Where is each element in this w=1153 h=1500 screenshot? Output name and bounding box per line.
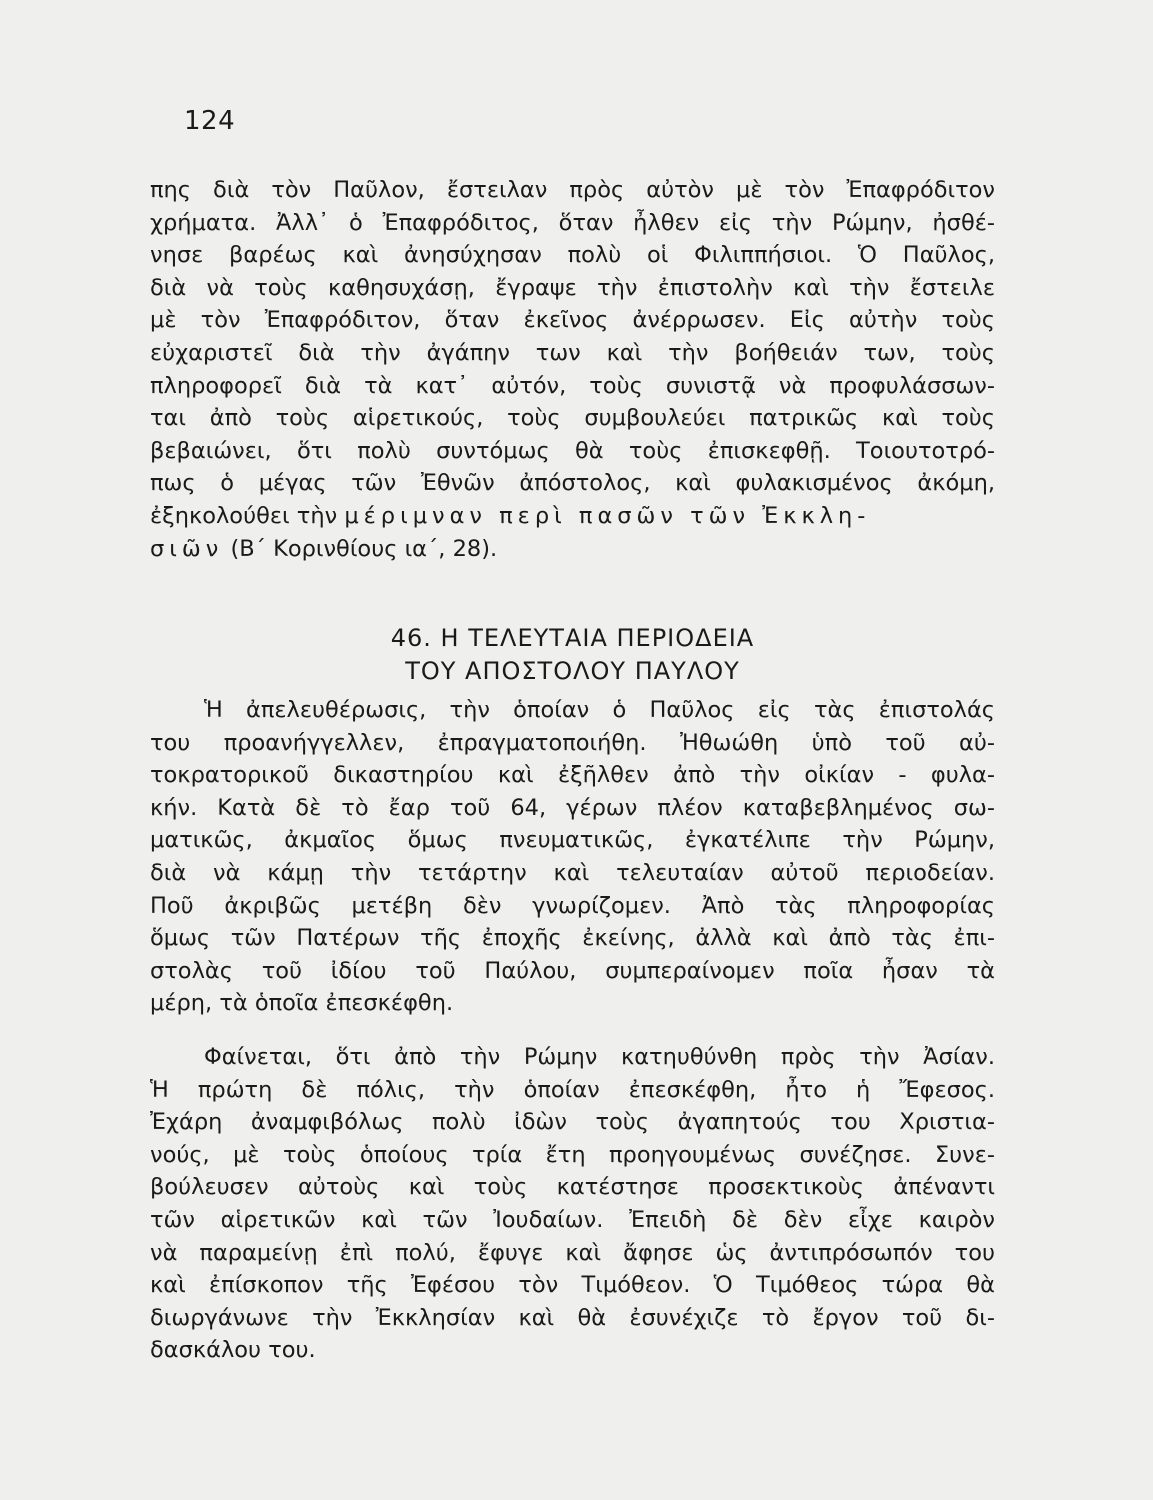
- paragraph-1: [150, 174, 995, 565]
- text-line: [150, 500, 995, 533]
- emphasized-text: μέριμναν περὶ πασῶν τῶν Ἐκκλη-: [344, 502, 871, 529]
- text-line: Ἡ πρώτη δὲ πόλις, τὴν ὁποίαν ἐπεσκέφθη, ἦτο ἡ Ἔφεσος.: [150, 1076, 995, 1103]
- text-line: ματικῶς, ἀκμαῖος ὅμως πνευματικῶς, ἐγκατέλιπε τὴν Ρώμην,: [150, 827, 995, 854]
- text-line: βεβαιώνει, ὅτι πολὺ συντόμως θὰ τοὺς ἐπισκεφθῇ. Τοιουτοτρό-: [150, 437, 995, 464]
- text-line: βούλευσεν αὐτοὺς καὶ τοὺς κατέστησε προσεκτικοὺς ἀπέναντι: [150, 1174, 995, 1201]
- text-line: Ἐχάρη ἀναμφιβόλως πολὺ ἰδὼν τοὺς ἀγαπητούς του Χριστια-: [150, 1109, 995, 1136]
- text-line: Ἡ ἀπελευθέρωσις, τὴν ὁποίαν ὁ Παῦλος εἰς τὰς ἐπιστολάς: [204, 697, 995, 723]
- text-line: διὰ νὰ κάμῃ τὴν τετάρτην καὶ τελευταίαν αὐτοῦ περιοδείαν.: [150, 859, 995, 886]
- section-heading: [150, 622, 995, 688]
- text-line: Ποῦ ἀκριβῶς μετέβη δὲν γνωρίζομεν. Ἀπὸ τὰς πληροφορίας: [150, 892, 995, 919]
- text-line: στολὰς τοῦ ἰδίου τοῦ Παύλου, συμπεραίνομεν ποῖα ἦσαν τὰ: [150, 957, 995, 984]
- page-number: 124: [184, 106, 236, 136]
- text-line: κήν. Κατὰ δὲ τὸ ἔαρ τοῦ 64, γέρων πλέον καταβεβλημένος σω-: [150, 794, 995, 821]
- paragraph-2: [150, 694, 995, 1020]
- emphasized-text: σιῶν: [150, 535, 224, 562]
- text-line: νούς, μὲ τοὺς ὁποίους τρία ἔτη προηγουμένως συνέζησε. Συνε-: [150, 1141, 995, 1168]
- text-line: πης διὰ τὸν Παῦλον, ἔστειλαν πρὸς αὐτὸν μὲ τὸν Ἐπαφρόδιτον: [150, 177, 995, 203]
- text-run: ἐξηκολούθει τὴν: [150, 502, 345, 529]
- text-line: δασκάλου του.: [150, 1337, 316, 1364]
- text-line: μέρη, τὰ ὁποῖα ἐπεσκέφθη.: [150, 990, 454, 1017]
- text-line: χρήματα. Ἀλλ᾽ ὁ Ἐπαφρόδιτος, ὅταν ἦλθεν εἰς τὴν Ρώμην, ἠσθέ-: [150, 209, 995, 236]
- text-line: πληροφορεῖ διὰ τὰ κατ᾽ αὐτόν, τοὺς συνιστᾷ νὰ προφυλάσσων-: [150, 372, 995, 399]
- text-line: πως ὁ μέγας τῶν Ἐθνῶν ἀπόστολος, καὶ φυλακισμένος ἀκόμη,: [150, 470, 995, 497]
- text-line: [150, 533, 995, 566]
- text-line: εὐχαριστεῖ διὰ τὴν ἀγάπην των καὶ τὴν βοήθειάν των, τοὺς: [150, 339, 995, 366]
- text-line: διωργάνωνε τὴν Ἐκκλησίαν καὶ θὰ ἐσυνέχιζε τὸ ἔργον τοῦ δι-: [150, 1304, 995, 1331]
- text-line: μὲ τὸν Ἐπαφρόδιτον, ὅταν ἐκεῖνος ἀνέρρωσεν. Εἰς αὐτὴν τοὺς: [150, 307, 995, 334]
- text-line: ὅμως τῶν Πατέρων τῆς ἐποχῆς ἐκείνης, ἀλλὰ καὶ ἀπὸ τὰς ἐπι-: [150, 925, 995, 952]
- text-line: νησε βαρέως καὶ ἀνησύχησαν πολὺ οἱ Φιλιππήσιοι. Ὁ Παῦλος,: [150, 242, 995, 269]
- text-line: τῶν αἱρετικῶν καὶ τῶν Ἰουδαίων. Ἐπειδὴ δὲ δὲν εἶχε καιρὸν: [150, 1206, 995, 1233]
- text-line: Φαίνεται, ὅτι ἀπὸ τὴν Ρώμην κατηυθύνθη πρὸς τὴν Ἀσίαν.: [204, 1044, 995, 1070]
- paragraph-3: [150, 1041, 995, 1367]
- text-run: (Β΄ Κορινθίους ια΄, 28).: [223, 535, 498, 562]
- text-line: διὰ νὰ τοὺς καθησυχάσῃ, ἔγραψε τὴν ἐπιστολὴν καὶ τὴν ἔστειλε: [150, 274, 995, 301]
- text-line: ται ἀπὸ τοὺς αἱρετικούς, τοὺς συμβουλεύει πατρικῶς καὶ τοὺς: [150, 405, 995, 432]
- text-line: του προανήγγελλεν, ἐπραγματοποιήθη. Ἠθωώθη ὑπὸ τοῦ αὐ-: [150, 729, 995, 756]
- section-heading-line-1: 46. Η ΤΕΛΕΥΤΑΙΑ ΠΕΡΙΟΔΕΙΑ: [390, 624, 755, 652]
- section-heading-line-2: ΤΟΥ ΑΠΟΣΤΟΛΟΥ ΠΑΥΛΟΥ: [405, 657, 740, 685]
- text-line: καὶ ἐπίσκοπον τῆς Ἐφέσου τὸν Τιμόθεον. Ὁ Τιμόθεος τώρα θὰ: [150, 1272, 995, 1299]
- text-line: νὰ παραμείνῃ ἐπὶ πολύ, ἔφυγε καὶ ἄφησε ὡς ἀντιπρόσωπόν του: [150, 1239, 995, 1266]
- text-line: τοκρατορικοῦ δικαστηρίου καὶ ἐξῆλθεν ἀπὸ τὴν οἰκίαν - φυλα-: [150, 762, 995, 789]
